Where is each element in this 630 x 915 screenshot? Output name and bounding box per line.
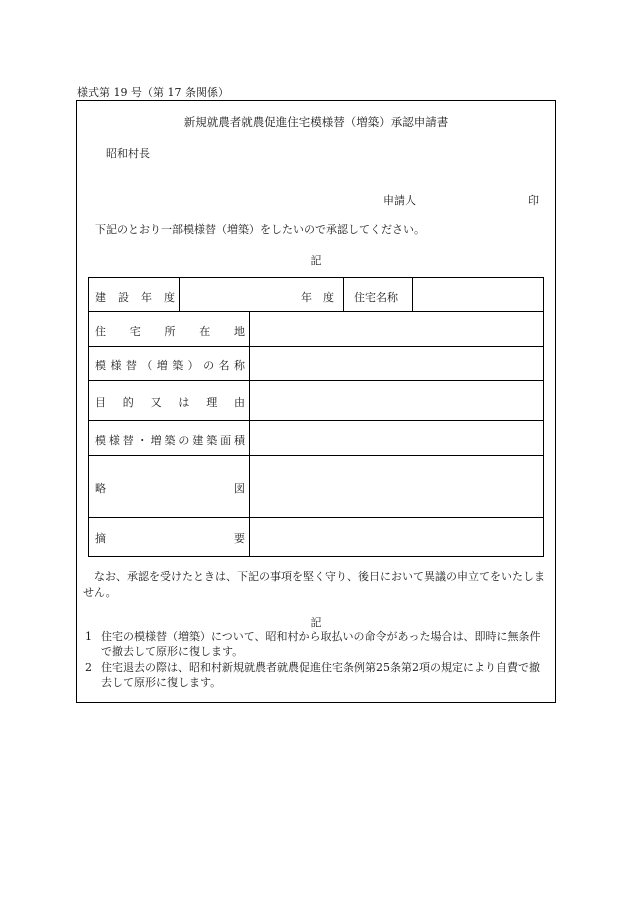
purpose-field[interactable] (251, 383, 541, 418)
applicant-label: 申請人 (383, 194, 416, 207)
house-name-field[interactable] (415, 282, 541, 308)
renovation-name-field[interactable] (251, 348, 541, 378)
condition-item (81, 629, 549, 659)
remarks-label: 摘要 (95, 532, 245, 545)
sketch-field[interactable] (251, 458, 541, 515)
house-location-label: 住宅所在地 (95, 325, 245, 338)
house-name-label: 住宅名称 (354, 291, 398, 304)
request-text: 下記のとおり一部模様替（増築）をしたいので承認してください。 (95, 223, 425, 236)
condition-number: 2 (85, 661, 92, 674)
purpose-label: 目的又は理由 (95, 396, 245, 409)
details-table (88, 277, 544, 557)
condition-text: 住宅の模様替（増築）について、昭和村から取払いの命令があった場合は、即時に無条件で撤去して原形に復します。 (101, 630, 541, 658)
ki-heading: 記 (310, 254, 322, 267)
renovation-name-label: 模様替（増築）の名称 (95, 359, 245, 372)
application-form (76, 100, 556, 703)
floor-area-field[interactable] (251, 423, 541, 453)
sketch-label: 略図 (95, 482, 245, 495)
remarks-field[interactable] (251, 520, 541, 555)
year-unit: 年 度 (301, 291, 334, 304)
form-number: 様式第 19 号（第 17 条関係） (77, 86, 229, 99)
condition-item (81, 660, 549, 690)
construction-year-label: 建設年度 (95, 291, 175, 304)
seal-mark: 印 (528, 194, 539, 207)
floor-area-label: 模様替・増築の建築面積 (95, 434, 245, 447)
condition-text: 住宅退去の際は、昭和村新規就農者就農促進住宅条例第25条第2項の規定により自費で撤去して原形に復します。 (101, 661, 540, 689)
notice-text: なお、承認を受けたときは、下記の事項を堅く守り、後日において異議の申立てをいたしません。 (83, 570, 545, 599)
ki-heading-2: 記 (310, 616, 322, 629)
condition-number: 1 (85, 630, 92, 643)
addressee: 昭和村長 (106, 147, 150, 160)
house-location-field[interactable] (251, 314, 541, 344)
form-title: 新規就農者就農促進住宅模様替（増築）承認申請書 (183, 115, 449, 129)
